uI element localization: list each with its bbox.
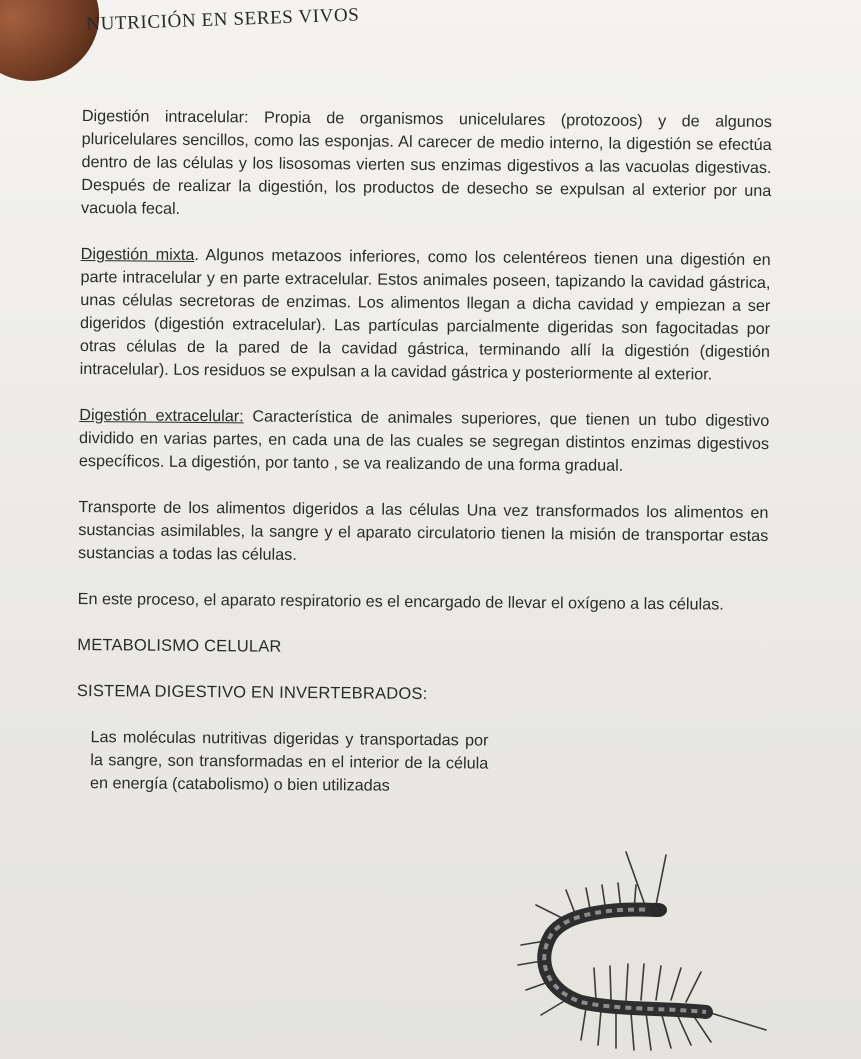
heading-sistema-digestivo: SISTEMA DIGESTIVO EN INVERTEBRADOS: xyxy=(76,681,428,704)
text-intracelular: Propia de organismos unicelulares (protozoos) y de algunos pluricelulares sencillos, como las esponjas. Al carecer de medio interno, la digestión se efectúa dentro de las células y los lisosomas vierten sus enzimas digestivos a las vacuolas digestivas. Después de realizar la digestión, los productos de desecho se expulsan al exterior por una vacuola fecal. xyxy=(81,108,772,218)
paragraph-respiratorio: En este proceso, el aparato respiratorio es el encargado de llevar el oxígeno a las células. xyxy=(77,589,724,614)
label-mixta: Digestión mixta xyxy=(80,244,195,264)
document-body xyxy=(76,105,772,801)
label-intracelular: Digestión intracelular: xyxy=(81,106,249,127)
paragraph-intracelular xyxy=(81,105,772,226)
heading-metabolismo: METABOLISMO CELULAR xyxy=(77,635,282,656)
bleed-through-text xyxy=(560,5,860,40)
paragraph-extracelular xyxy=(79,404,770,479)
paragraph-transporte: Transporte de los alimentos digeridos a las células Una vez transformados los alimentos en sustancias asimilables, la sangre y el aparato circulatorio tienen la misión de transportar estas sustancias a todas las células. xyxy=(78,497,769,564)
paragraph-mixta xyxy=(80,243,771,387)
paragraph-moleculas: Las moléculas nutritivas digeridas y transportadas por la sangre, son transformadas en el interior de la célula en energía (catabolismo) o bien utilizadas xyxy=(90,728,489,795)
text-mixta: . Algunos metazoos inferiores, como los celentéreos tienen una digestión en parte intracelular y en parte extracelular. Estos animales poseen, tapizando la cavidad gástrica, unas células secretoras de enzimas. Los alimentos llegan a dicha cavidad y empiezan a ser digeridos (digestión extracelular). Las partículas parcialmente digeridas son fagocitadas por otras células de la pared de la cavidad gástrica, terminando allí la digestión (digestión intracelular). Los residuos se expulsan a la cavidad gástrica y posteriormente al exterior. xyxy=(79,245,771,384)
document-title: NUTRICIÓN EN SERES VIVOS xyxy=(86,4,360,35)
text-extracelular: Característica de animales superiores, que tienen un tubo digestivo dividido en varias partes, en cada una de las cuales se segregan distintos enzimas digestivos específicos. La digestión, por tanto , se va realizando de una forma gradual. xyxy=(78,407,770,475)
centipede-illustration-icon xyxy=(506,850,776,1059)
label-extracelular: Digestión extracelular: xyxy=(79,405,244,426)
